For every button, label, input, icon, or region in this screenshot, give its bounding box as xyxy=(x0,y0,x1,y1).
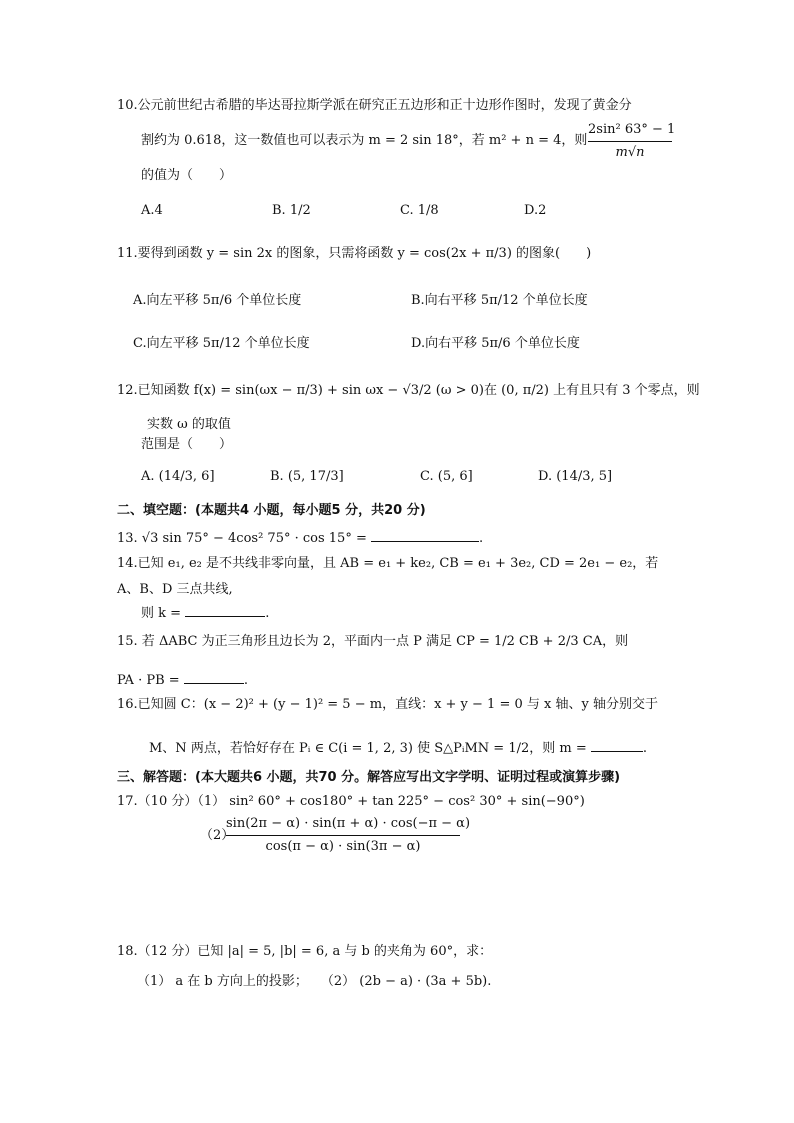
section-solution-heading: 三、解答题：(本大题共6 小题，共70 分。解答应写出文字学明、证明过程或演算步骤) xyxy=(117,770,621,785)
q10-option-c: C. 1/8 xyxy=(400,203,439,218)
q17-part2-fraction xyxy=(226,816,471,854)
q13-answer-blank xyxy=(371,528,479,542)
q12-option-d: D. (14/3, 5] xyxy=(538,469,613,484)
q11-option-c: C.向左平移 5π/12 个单位长度 xyxy=(133,336,310,351)
q12-line2: 实数 ω 的取值 xyxy=(147,417,231,432)
q16-line2: M、N 两点，若恰好存在 Pᵢ ∈ C(i = 1, 2, 3) 使 S△PᵢMN = 1/2，则 m = xyxy=(149,741,587,756)
q10-line1: 10.公元前世纪古希腊的毕达哥拉斯学派在研究正五边形和正十边形作图时，发现了黄金分 xyxy=(117,98,632,113)
q12-option-a: A. (14/3, 6] xyxy=(141,469,215,484)
q11-option-a: A.向左平移 5π/6 个单位长度 xyxy=(133,293,302,308)
q18-line1: 18.（12 分）已知 |a| = 5, |b| = 6, a 与 b 的夹角为 60°，求： xyxy=(117,944,493,959)
q12-line3: 范围是（ ） xyxy=(141,437,233,452)
q10-line2: 割约为 0.618，这一数值也可以表示为 m = 2 sin 18°，若 m² + n = 4，则 xyxy=(141,133,588,148)
q17-part1: 17.（10 分）（1） sin² 60° + cos180° + tan 225° − cos² 30° + sin(−90°) xyxy=(117,794,585,809)
q13-line: 13. √3 sin 75° − 4cos² 75° · cos 15° = . xyxy=(117,528,483,547)
q16-answer-blank xyxy=(591,738,643,752)
q16-line1: 16.已知圆 C：(x − 2)² + (y − 1)² = 5 − m，直线：x + y − 1 = 0 与 x 轴、y 轴分别交于 xyxy=(117,697,658,712)
q10-line3: 的值为（ ） xyxy=(141,168,233,183)
q11-option-d: D.向右平移 5π/6 个单位长度 xyxy=(411,336,580,351)
q15-line2-wrap: PA · PB = . xyxy=(117,670,248,689)
q10-option-d: D.2 xyxy=(524,203,547,218)
q18-line2: （1） a 在 b 方向上的投影； （2） (2b − a) · (3a + 5b). xyxy=(137,974,492,989)
q14-line3: 则 k = xyxy=(141,606,182,621)
q11-option-b: B.向右平移 5π/12 个单位长度 xyxy=(411,293,588,308)
q10-fraction xyxy=(588,122,676,160)
q15-answer-blank xyxy=(184,670,244,684)
q17-part2-label: （2） xyxy=(200,828,235,843)
q16-line2-wrap: M、N 两点，若恰好存在 Pᵢ ∈ C(i = 1, 2, 3) 使 S△PᵢMN = 1/2，则 m = . xyxy=(149,738,647,757)
q14-line1: 14.已知 e₁, e₂ 是不共线非零向量，且 AB = e₁ + ke₂, CB = e₁ + 3e₂, CD = 2e₁ − e₂，若 xyxy=(117,556,659,571)
q12-option-b: B. (5, 17/3] xyxy=(270,469,344,484)
q12-option-c: C. (5, 6] xyxy=(420,469,473,484)
q17-part2-numerator: sin(2π − α) · sin(π + α) · cos(−π − α) xyxy=(226,816,460,836)
q12-stem: 12.已知函数 f(x) = sin(ωx − π/3) + sin ωx − √3/2 (ω > 0)在 (0, π/2) 上有且只有 3 个零点，则 xyxy=(117,383,700,398)
q14-line2: A、B、D 三点共线, xyxy=(117,582,233,597)
q10-frac-num: 2sin² 63° − 1 xyxy=(588,122,672,142)
q14-answer-blank xyxy=(185,603,265,617)
section-fill-in-heading: 二、填空题：(本题共4 小题，每小题5 分，共20 分) xyxy=(117,503,426,518)
q10-option-a: A.4 xyxy=(141,203,163,218)
q10-frac-den: m√n xyxy=(615,144,645,160)
q13-text: 13. √3 sin 75° − 4cos² 75° · cos 15° = xyxy=(117,531,367,546)
q15-line2: PA · PB = xyxy=(117,673,180,688)
q14-line3-wrap: 则 k = . xyxy=(141,603,269,622)
q11-stem: 11.要得到函数 y = sin 2x 的图象，只需将函数 y = cos(2x + π/3) 的图象( ) xyxy=(117,246,592,261)
q15-line1: 15. 若 ΔABC 为正三角形且边长为 2，平面内一点 P 满足 CP = 1/2 CB + 2/3 CA，则 xyxy=(117,634,629,649)
q17-part2-denominator: cos(π − α) · sin(3π − α) xyxy=(265,838,421,854)
q10-option-b: B. 1/2 xyxy=(272,203,311,218)
